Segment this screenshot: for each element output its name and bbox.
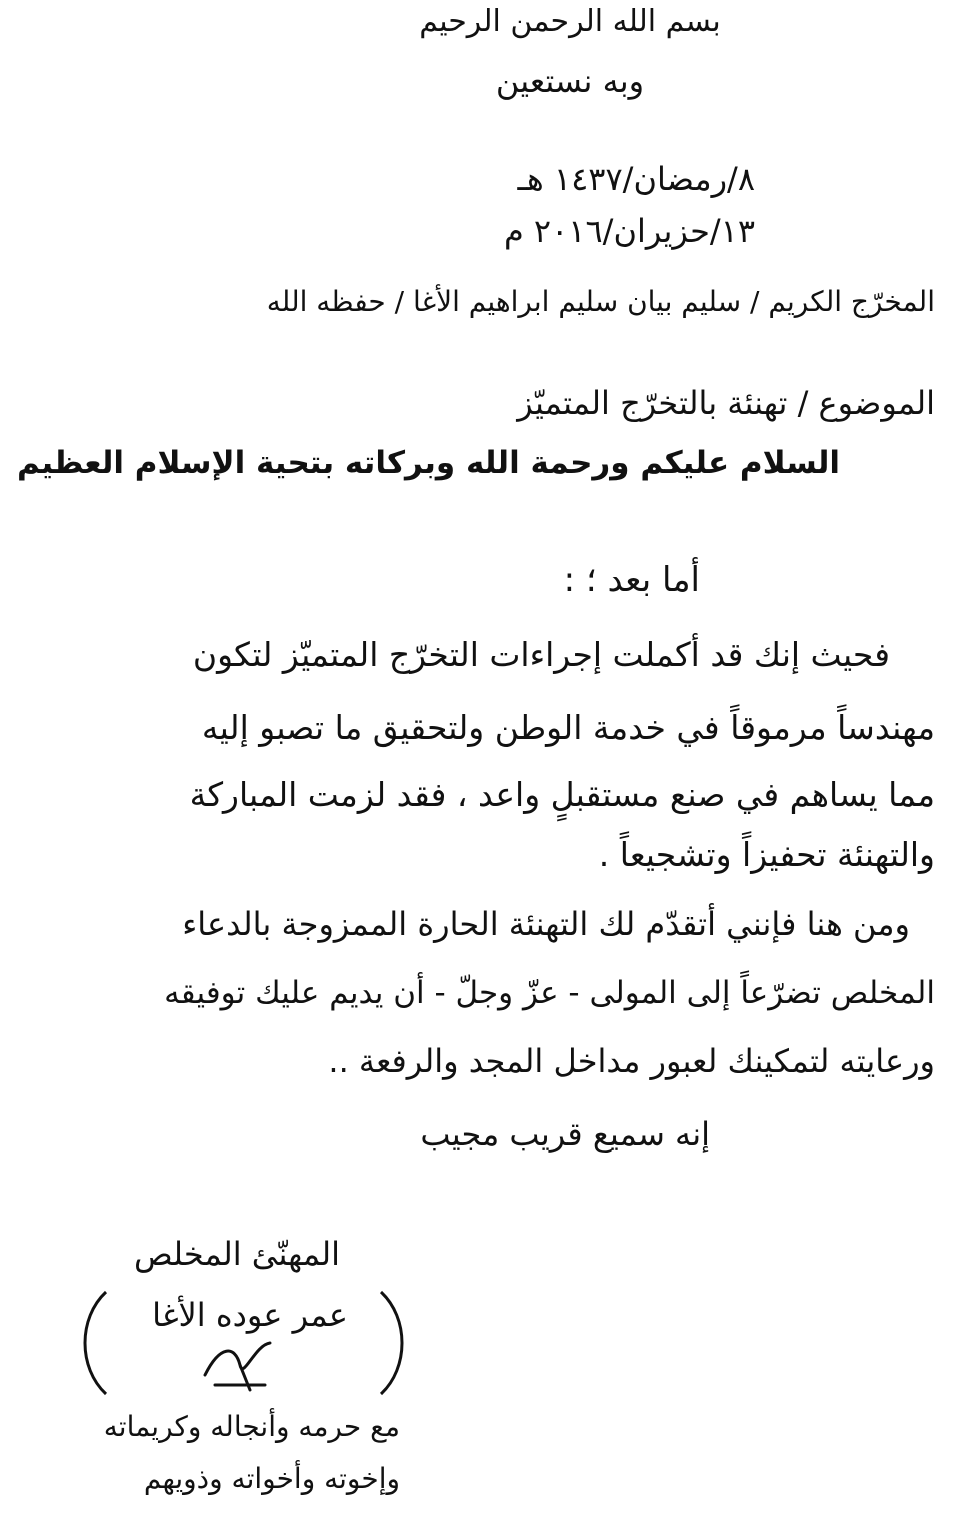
- closing-label: المهنّئ المخلص: [134, 1235, 340, 1273]
- subject-line: الموضوع / تهنئة بالتخرّج المتميّز: [517, 384, 935, 422]
- body-line-closing-prayer: إنه سميع قريب مجيب: [420, 1115, 710, 1153]
- signature-bracket-left: [72, 1288, 112, 1398]
- family-note-line: مع حرمه وأنجاله وكريماته: [103, 1410, 400, 1443]
- body-line: مهندساً مرموقاً في خدمة الوطن ولتحقيق ما تصبو إليه: [201, 708, 935, 747]
- invocation: وبه نستعين: [495, 62, 645, 100]
- opening-phrase: أما بعد ؛ :: [563, 560, 700, 600]
- greeting-line: السلام عليكم ورحمة الله وبركاته بتحية الإسلام العظيم: [17, 445, 840, 481]
- date-gregorian: ١٣/حزيران/٢٠١٦ م: [503, 212, 755, 250]
- basmala: بسم الله الرحمن الرحيم: [419, 4, 721, 39]
- signature-scribble: [195, 1335, 285, 1395]
- body-line: ومن هنا فإنني أتقدّم لك التهنئة الحارة الممزوجة بالدعاء: [182, 905, 910, 943]
- signature-bracket-right: [375, 1288, 415, 1398]
- body-line: والتهنئة تحفيزاً وتشجيعاً .: [598, 835, 935, 874]
- body-line: ورعايته لتمكينك لعبور مداخل المجد والرفعة ..: [328, 1042, 935, 1080]
- addressee-line: المخرّج الكريم / سليم بيان سليم ابراهيم الأغا / حفظه الله: [266, 285, 935, 318]
- date-hijri: ٨/رمضان/١٤٣٧ هـ: [517, 160, 755, 198]
- body-line: المخلص تضرّعاً إلى المولى - عزّ وجلّ - أن يديم عليك توفيقه: [164, 975, 935, 1011]
- family-note-line: وإخوته وأخواته وذويهم: [143, 1462, 400, 1495]
- signer-name: عمر عوده الأغا: [152, 1296, 348, 1334]
- body-line: فحيث إنك قد أكملت إجراءات التخرّج المتميّز لتكون: [192, 635, 890, 674]
- body-line: مما يساهم في صنع مستقبلٍ واعد ، فقد لزمت المباركة: [189, 775, 935, 814]
